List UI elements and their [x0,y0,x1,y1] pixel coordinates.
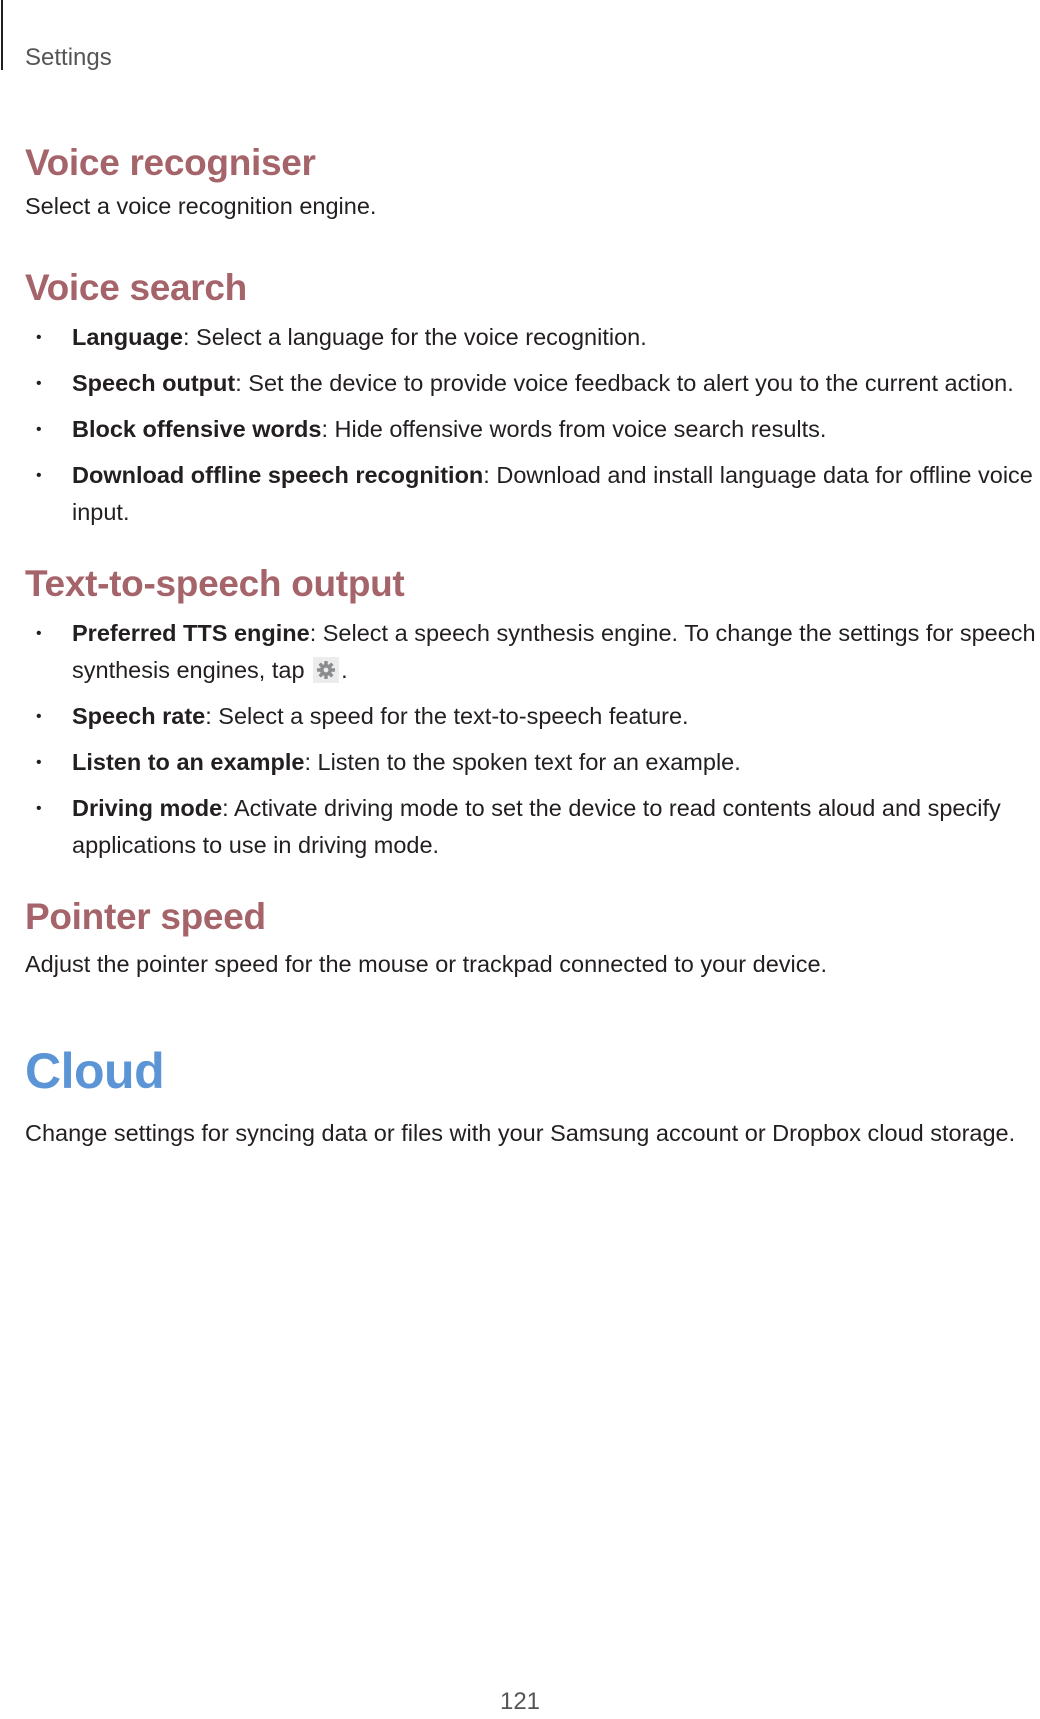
item-term: Driving mode [72,795,223,821]
bullet-icon: • [36,800,42,817]
list-item [25,457,1040,531]
item-term: Download offline speech recognition [72,462,484,488]
item-separator: : [483,462,497,488]
bullet-list [25,319,1035,531]
item-desc-end: . [341,657,348,683]
section-body: Select a voice recognition engine. [25,193,377,219]
item-desc: Select a speed for the text-to-speech feature. [218,703,689,729]
list-item [25,790,1040,864]
section-body: Change settings for syncing data or files with your Samsung account or Dropbox cloud storage. [25,1120,1016,1146]
item-term: Language [72,324,183,350]
page-content [25,140,1035,1152]
section-title: Voice recogniser [25,142,316,183]
item-desc: Activate driving mode to set the device to read contents aloud and specify applications to use in driving mode. [72,795,1001,858]
bullet-icon: • [36,467,42,484]
item-term: Speech rate [72,703,206,729]
list-item [25,365,1040,402]
bullet-icon: • [36,375,42,392]
section-title: Pointer speed [25,896,266,937]
bullet-icon: • [36,329,42,346]
list-item [25,411,1040,448]
section-title: Text-to-speech output [25,563,405,604]
item-separator: : [182,324,197,350]
item-separator: : [205,703,219,729]
bullet-icon: • [36,625,42,642]
section-voice-recogniser [25,140,1035,225]
margin-rule [1,0,3,70]
bullet-list [25,615,1035,864]
bullet-icon: • [36,754,42,771]
item-term: Preferred TTS engine [72,620,310,646]
item-desc: Select a language for the voice recognition. [196,324,647,350]
item-separator: : [222,795,234,821]
list-item [25,319,1040,356]
section-pointer-speed [25,894,1035,983]
item-term: Speech output [72,370,236,396]
list-item [25,615,1040,689]
section-tts-output [25,561,1035,864]
item-separator: : [235,370,249,396]
item-separator: : [309,620,323,646]
running-header: Settings [25,44,112,71]
item-term: Listen to an example [72,749,305,775]
item-desc: Hide offensive words from voice search results. [334,416,827,442]
section-title: Voice search [25,267,247,308]
gear-icon [313,657,339,683]
section-voice-search [25,265,1035,531]
bullet-icon: • [36,421,42,438]
item-desc: Set the device to provide voice feedback to alert you to the current action. [248,370,1014,396]
section-cloud [25,1041,1035,1152]
item-term: Block offensive words [72,416,322,442]
item-separator: : [321,416,335,442]
item-desc: Download and install language data for offline voice input. [72,462,1033,525]
list-item [25,744,1040,781]
item-desc: Listen to the spoken text for an example. [317,749,741,775]
list-item [25,698,1040,735]
page-number: 121 [499,1688,541,1715]
chapter-title: Cloud [25,1043,165,1099]
item-separator: : [304,749,318,775]
item-desc: Select a speech synthesis engine. To change the settings for speech synthesis engines, tap [72,620,1036,683]
section-body: Adjust the pointer speed for the mouse or trackpad connected to your device. [25,951,828,977]
bullet-icon: • [36,708,42,725]
